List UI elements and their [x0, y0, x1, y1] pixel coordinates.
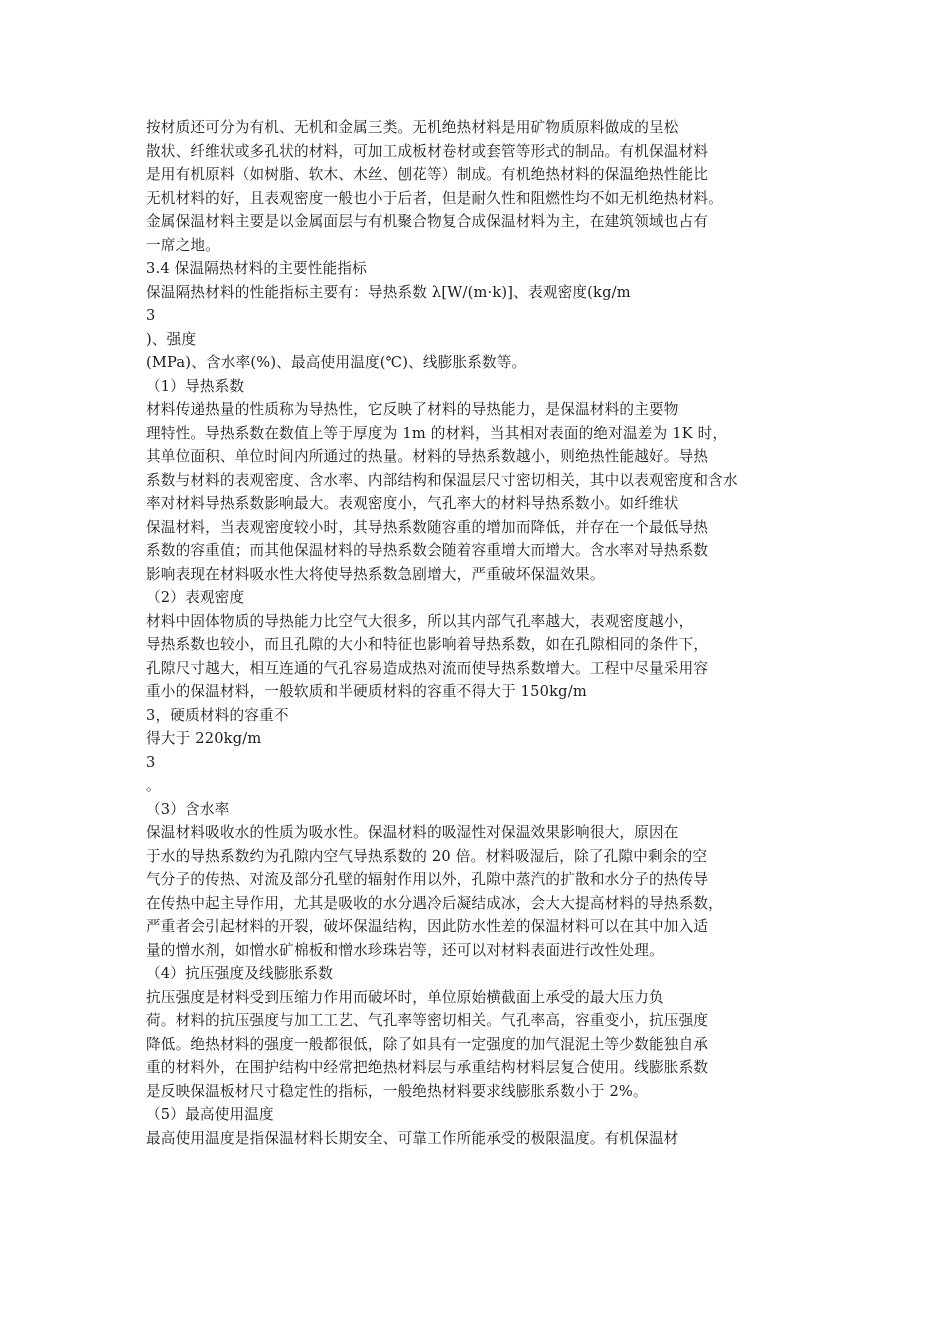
text-line: )、强度: [146, 330, 197, 348]
text-line: 3: [146, 307, 156, 324]
text-line: 是反映保温板材尺寸稳定性的指标，一般绝热材料要求线膨胀系数小于 2%。: [146, 1082, 648, 1100]
text-line: 是用有机原料（如树脂、软木、木丝、刨花等）制成。有机绝热材料的保温绝热性能比: [146, 166, 709, 183]
text-line: 得大于 220kg/m: [146, 730, 262, 747]
text-line: （4）抗压强度及线膨胀系数: [146, 965, 334, 982]
text-line: 理特性。导热系数在数值上等于厚度为 1m 的材料，当其相对表面的绝对温差为 1K 时，: [146, 424, 728, 442]
text-line: （5）最高使用温度: [146, 1106, 274, 1123]
text-line: 系数与材料的表观密度、含水率、内部结构和保温层尺寸密切相关，其中以表观密度和含水: [146, 471, 738, 489]
text-line: 无机材料的好，且表观密度一般也小于后者，但是耐久性和阻燃性均不如无机绝热材料。: [146, 189, 723, 207]
text-line: 气分子的传热、对流及部分孔壁的辐射作用以外，孔隙中蒸汽的扩散和水分子的热传导: [146, 871, 709, 888]
text-line: 影响表现在材料吸水性大将使导热系数急剧增大，严重破坏保温效果。: [146, 565, 605, 583]
text-line: 重小的保温材料，一般软质和半硬质材料的容重不得大于 150kg/m: [146, 683, 587, 700]
text-line: 降低。绝热材料的强度一般都很低，除了如具有一定强度的加气混泥土等少数能独自承: [146, 1035, 709, 1053]
text-line: 于水的导热系数约为孔隙内空气导热系数的 20 倍。材料吸湿后，除了孔隙中剩余的空: [146, 847, 708, 865]
text-line: 金属保温材料主要是以金属面层与有机聚合物复合成保温材料为主，在建筑领域也占有: [146, 213, 709, 230]
text-line: （3）含水率: [146, 800, 230, 818]
text-line: 其单位面积、单位时间内所通过的热量。材料的导热系数越小，则绝热性能越好。导热: [146, 448, 709, 465]
text-line: 。: [146, 777, 161, 794]
text-line: 按材质还可分为有机、无机和金属三类。无机绝热材料是用矿物质原料做成的呈松: [146, 119, 679, 136]
text-line: 保温材料吸收水的性质为吸水性。保温材料的吸湿性对保温效果影响很大，原因在: [146, 824, 679, 841]
text-line: 材料中固体物质的导热能力比空气大很多，所以其内部气孔率越大，表观密度越小，: [146, 612, 694, 630]
text-line: 荷。材料的抗压强度与加工工艺、气孔率等密切相关。气孔率高，容重变小，抗压强度: [146, 1012, 709, 1029]
text-line: （2）表观密度: [146, 589, 245, 606]
text-line: 系数的容重值；而其他保温材料的导热系数会随着容重增大而增大。含水率对导热系数: [146, 542, 709, 559]
text-line: 3，硬质材料的容重不: [146, 706, 289, 724]
text-line: 率对材料导热系数影响最大。表观密度小，气孔率大的材料导热系数小。如纤维状: [146, 495, 679, 512]
text-line: 一席之地。: [146, 236, 220, 254]
text-line: 散状、纤维状或多孔状的材料，可加工成板材卷材或套管等形式的制品。有机保温材料: [146, 142, 709, 160]
text-line: 3.4 保温隔热材料的主要性能指标: [146, 260, 367, 277]
text-line: （1）导热系数: [146, 377, 245, 395]
text-line: 孔隙尺寸越大，相互连通的气孔容易造成热对流而使导热系数增大。工程中尽量采用容: [146, 659, 709, 677]
text-line: 重的材料外，在围护结构中经常把绝热材料层与承重结构材料层复合使用。线膨胀系数: [146, 1059, 709, 1076]
text-line: 量的憎水剂，如憎水矿棉板和憎水珍珠岩等，还可以对材料表面进行改性处理。: [146, 941, 664, 959]
text-line: 抗压强度是材料受到压缩力作用而破坏时，单位原始横截面上承受的最大压力负: [146, 988, 664, 1006]
text-line: 导热系数也较小，而且孔隙的大小和特征也影响着导热系数，如在孔隙相同的条件下，: [146, 636, 709, 653]
text-line: 材料传递热量的性质称为导热性，它反映了材料的导热能力，是保温材料的主要物: [146, 401, 679, 418]
text-line: 保温材料，当表观密度较小时，其导热系数随容重的增加而降低，并存在一个最低导热: [146, 518, 709, 536]
text-line: 最高使用温度是指保温材料长期安全、可靠工作所能承受的极限温度。有机保温材: [146, 1129, 679, 1147]
text-line: 3: [146, 753, 156, 771]
text-line: 在传热中起主导作用，尤其是吸收的水分遇冷后凝结成冰，会大大提高材料的导热系数，: [146, 894, 723, 912]
text-line: 保温隔热材料的性能指标主要有：导热系数 λ[W/(m·k)]、表观密度(kg/m: [146, 283, 631, 301]
document-body: [146, 116, 926, 1150]
text-line: (MPa)、含水率(%)、最高使用温度(℃)、线膨胀系数等。: [146, 354, 527, 371]
text-line: 严重者会引起材料的开裂，破坏保温结构，因此防水性差的保温材料可以在其中加入适: [146, 918, 709, 935]
